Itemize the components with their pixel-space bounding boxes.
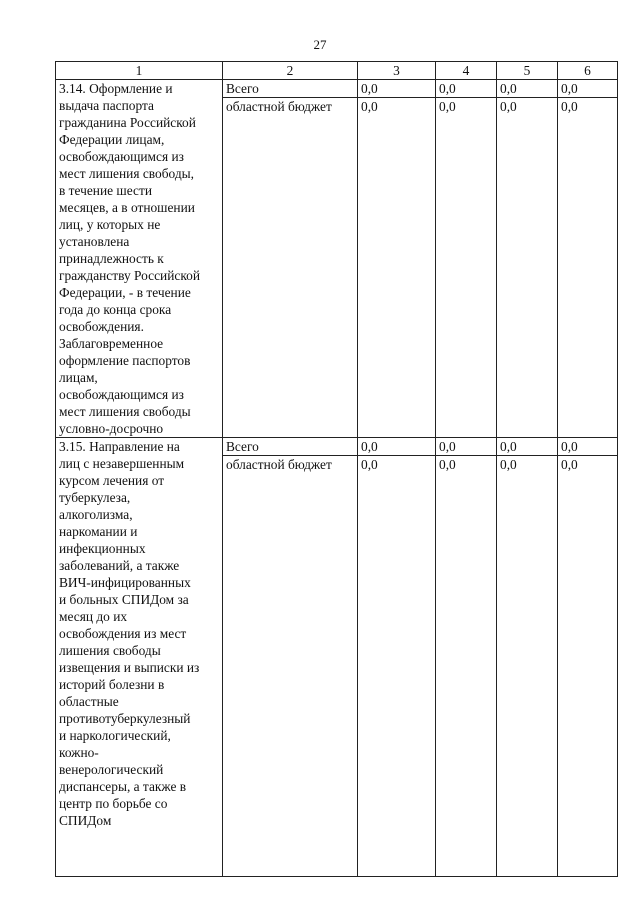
value-cell: 0,0 <box>497 80 558 98</box>
value-cell: 0,0 <box>497 98 558 438</box>
value-cell: 0,0 <box>436 456 497 877</box>
value-cell: 0,0 <box>436 98 497 438</box>
value-cell: 0,0 <box>558 98 618 438</box>
column-header-2: 2 <box>223 62 358 80</box>
header-row <box>56 62 618 80</box>
source-label: областной бюджет <box>223 456 358 877</box>
source-label: Всего <box>223 438 358 456</box>
column-header-5: 5 <box>497 62 558 80</box>
page-number: 27 <box>313 37 327 52</box>
column-header-3: 3 <box>358 62 436 80</box>
source-label: областной бюджет <box>223 98 358 438</box>
budget-table <box>55 61 618 877</box>
measure-description-3-15: 3.15. Направление на лиц с незавершенным курсом лечения от туберкулеза, алкоголизма, наркомании и инфекционных заболеваний, а также ВИЧ-инфицированных и больных СПИДом за месяц до их освобождения из мест лишения свободы извещения и выписки из историй болезни в областные противотуберкулезный и наркологический, кожно- венерологический диспансеры, а также в центр по борьбе со СПИДом <box>56 438 223 877</box>
column-header-1: 1 <box>56 62 223 80</box>
value-cell: 0,0 <box>358 98 436 438</box>
value-cell: 0,0 <box>558 456 618 877</box>
value-cell: 0,0 <box>358 456 436 877</box>
value-cell: 0,0 <box>558 438 618 456</box>
value-cell: 0,0 <box>497 456 558 877</box>
value-cell: 0,0 <box>436 438 497 456</box>
value-cell: 0,0 <box>558 80 618 98</box>
value-cell: 0,0 <box>358 438 436 456</box>
source-label: Всего <box>223 80 358 98</box>
table-row <box>56 438 618 456</box>
table-row <box>56 80 618 98</box>
value-cell: 0,0 <box>436 80 497 98</box>
column-header-6: 6 <box>558 62 618 80</box>
value-cell: 0,0 <box>358 80 436 98</box>
measure-description-3-14: 3.14. Оформление и выдача паспорта гражданина Российской Федерации лицам, освобождающимся из мест лишения свободы, в течение шести месяцев, а в отношении лиц, у которых не установлена принадлежность к гражданству Российской Федерации, - в течение года до конца срока освобождения. Заблаговременное оформление паспортов лицам, освобождающимся из мест лишения свободы условно-досрочно <box>56 80 223 438</box>
value-cell: 0,0 <box>497 438 558 456</box>
column-header-4: 4 <box>436 62 497 80</box>
